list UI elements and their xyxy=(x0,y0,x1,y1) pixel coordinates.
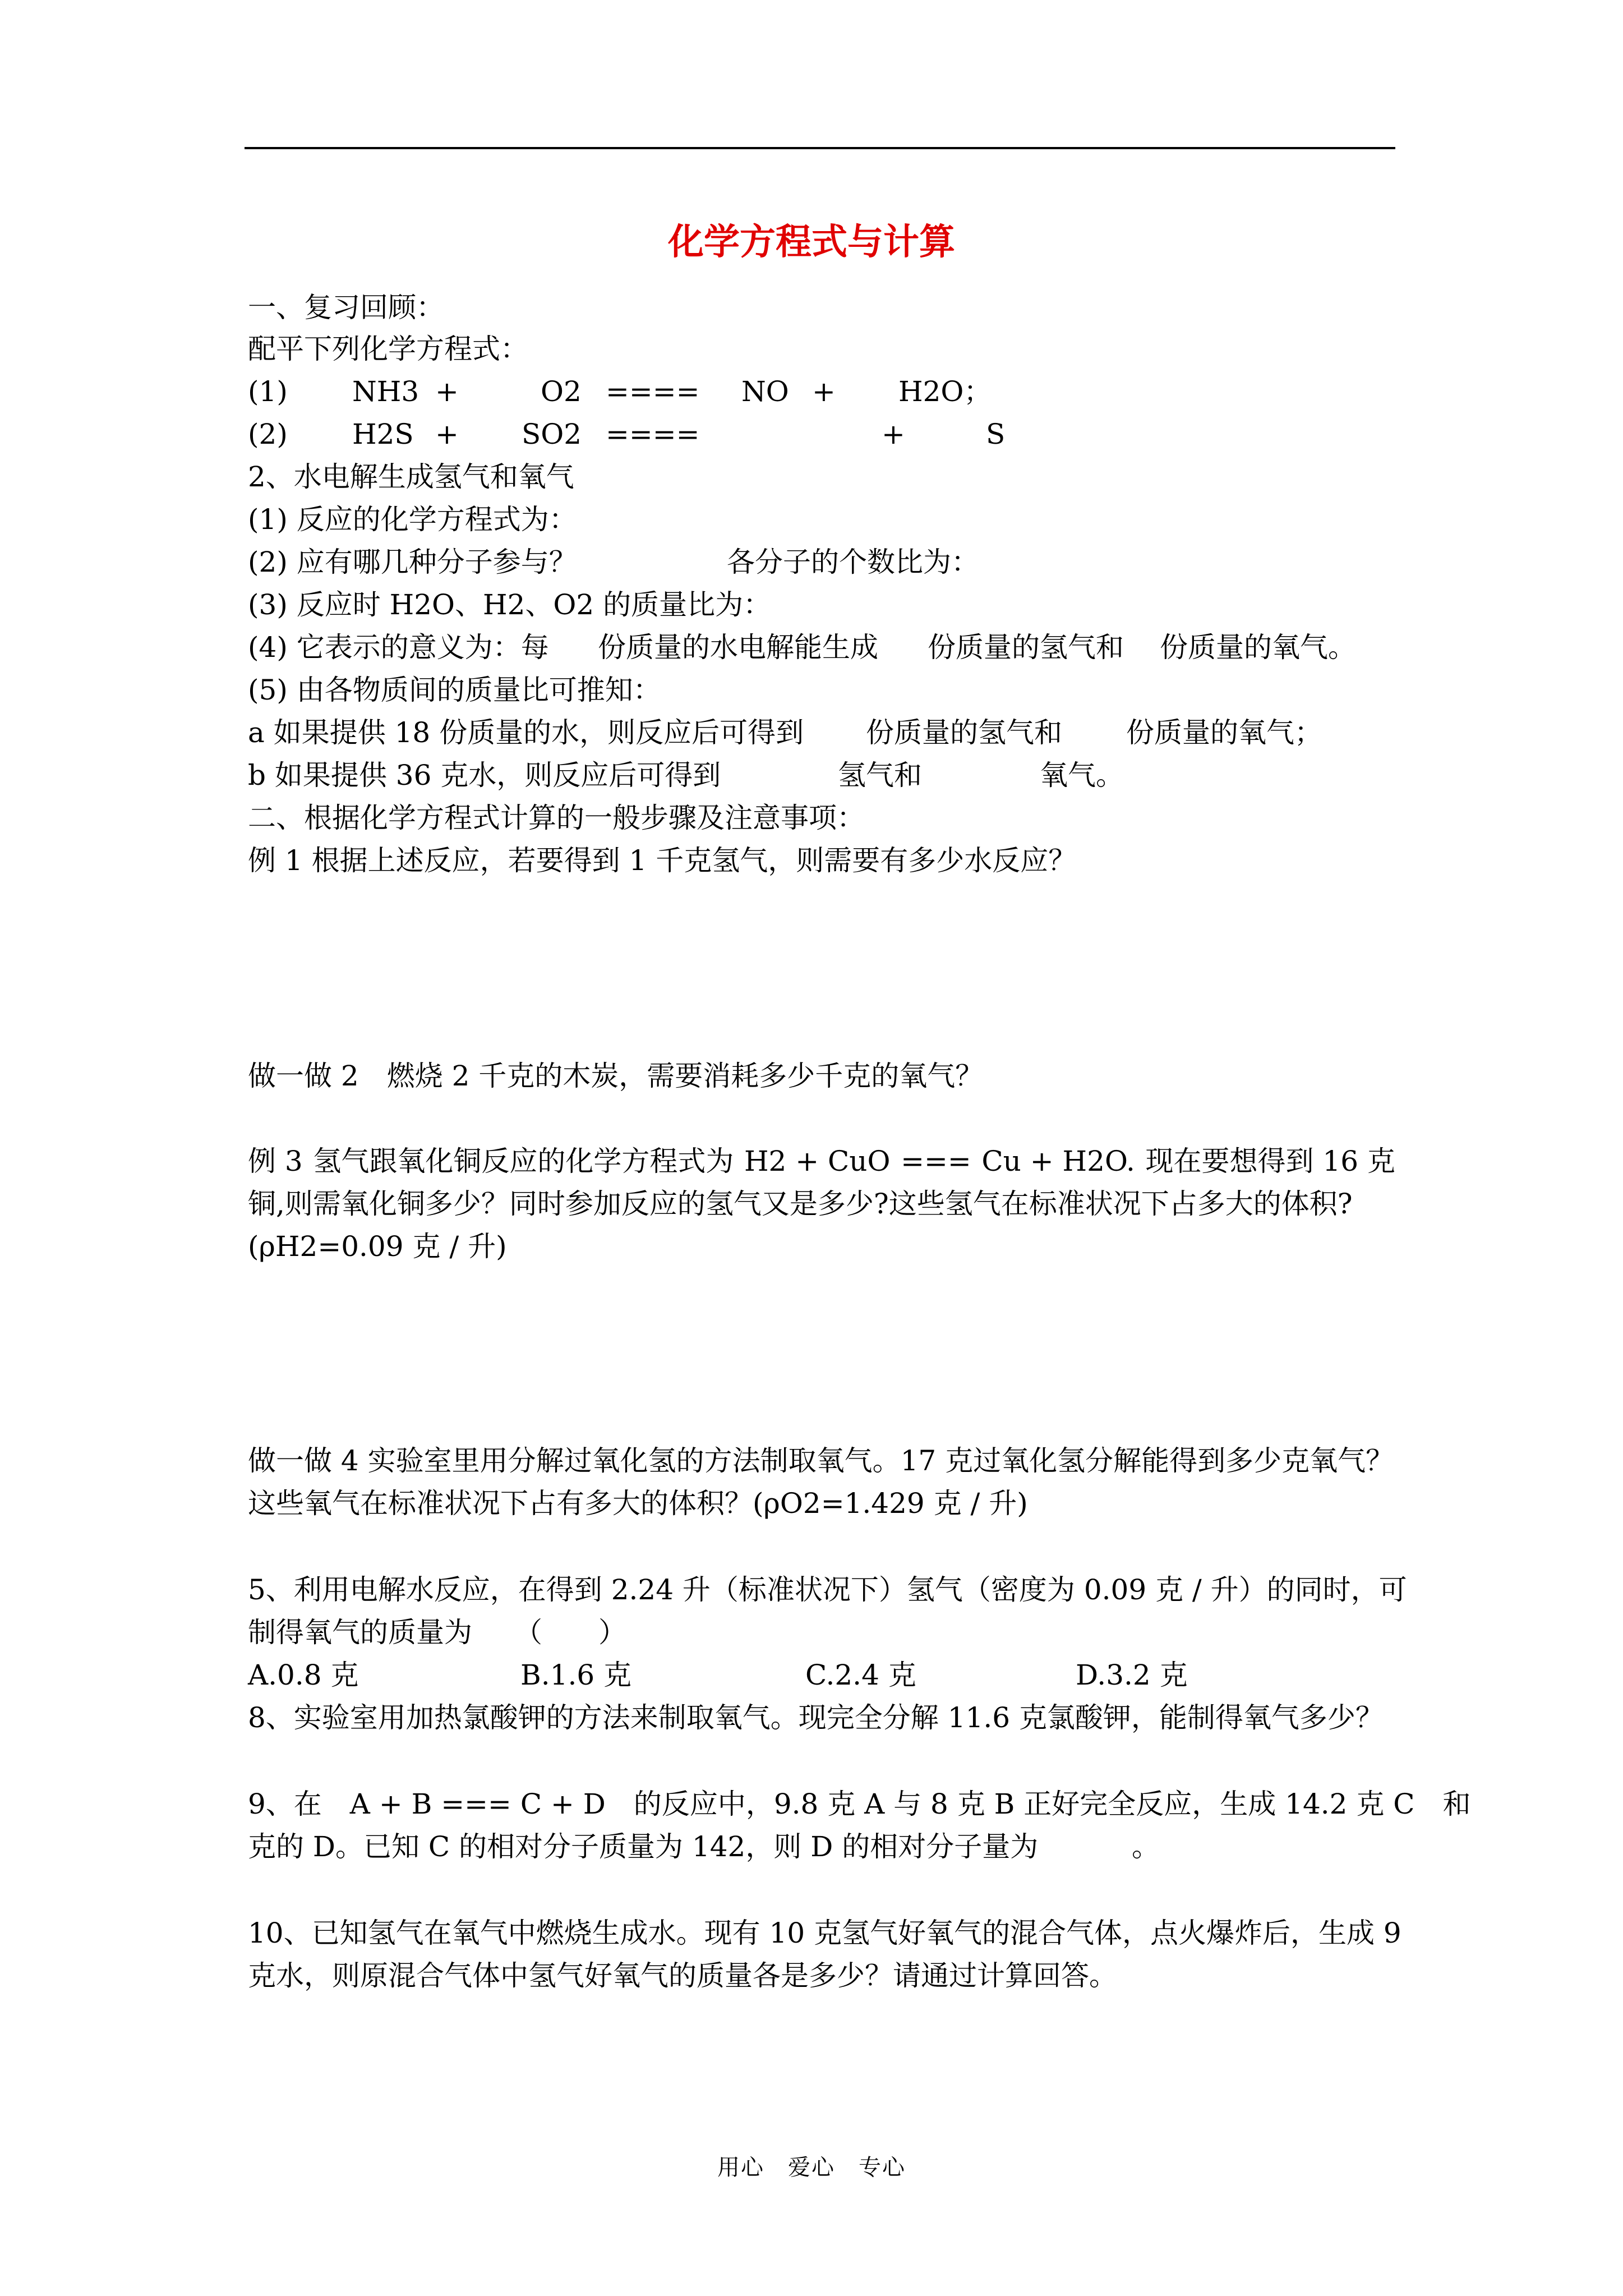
q2-a-part-a: a 如果提供 18 份质量的水，则反应后可得到 xyxy=(248,716,804,749)
q5-option-c: C.2.4 克 xyxy=(805,1659,916,1691)
q5-option-b: B.1.6 克 xyxy=(520,1659,632,1691)
ex3-tail: 现在要想得到 16 克 xyxy=(1145,1145,1395,1177)
eq1-product-d: H2O； xyxy=(898,375,992,408)
q2-2-part-a: (2) 应有哪几种分子参与？ xyxy=(248,546,577,578)
q2-b-part-b: 氢气和 xyxy=(838,759,922,792)
q8: 8、实验室用加热氯酸钾的方法来制取氧气。现完全分解 11.6 克氯酸钾，能制得氧气多少？ xyxy=(248,1701,1384,1734)
q9-line-1: 9、在 A + B === C + D 的反应中，9.8 克 A 与 8 克 B 正好完全反应，生成 14.2 克 C 和 xyxy=(248,1788,1471,1820)
eq1-plus-2: + xyxy=(812,375,836,408)
example-4-line-2: 这些氧气在标准状况下占有多大的体积？(ρO2=1.429 克 / 升) xyxy=(248,1487,1028,1520)
q2-b-part-a: b 如果提供 36 克水，则反应后可得到 xyxy=(248,759,721,792)
q5-option-d: D.3.2 克 xyxy=(1076,1659,1188,1691)
eq2-reactant-a: H2S xyxy=(352,418,414,450)
eq2-product-d: S xyxy=(986,418,1006,450)
example-3-line-2: 铜,则需氧化铜多少？同时参加反应的氢气又是多少?这些氢气在标准状况下占多大的体积? xyxy=(248,1188,1353,1220)
q5-line-2: 制得氧气的质量为 （ ） xyxy=(248,1616,626,1649)
q10-line-2: 克水，则原混合气体中氢气好氧气的质量各是多少？请通过计算回答。 xyxy=(248,1959,1117,1992)
q2-4-part-a: (4) 它表示的意义为：每 xyxy=(248,631,549,664)
eq1-reactant-b: O2 xyxy=(541,375,582,408)
q2-5: (5) 由各物质间的质量比可推知： xyxy=(248,674,661,706)
page-footer: 用心 爱心 专心 xyxy=(717,2155,906,2180)
eq1-plus-1: + xyxy=(435,375,459,408)
q2-2-part-b: 各分子的个数比为： xyxy=(727,546,979,578)
q2-4-part-d: 份质量的氧气。 xyxy=(1160,631,1356,664)
section-1-heading: 一、复习回顾： xyxy=(248,291,444,324)
example-3-line-1 xyxy=(248,1144,1395,1178)
q2-b-part-c: 氧气。 xyxy=(1040,759,1124,792)
ex3-label: 例 3 xyxy=(248,1145,303,1177)
example-4-line-1: 做一做 4 实验室里用分解过氧化氢的方法制取氧气。17 克过氧化氢分解能得到多少克氧气？ xyxy=(248,1444,1394,1477)
example-2: 做一做 2 燃烧 2 千克的木炭，需要消耗多少千克的氧气？ xyxy=(248,1060,984,1092)
ex3-reactants: H2 + CuO xyxy=(744,1145,891,1177)
eq2-arrow: ==== xyxy=(606,418,700,450)
section-2-heading: 二、根据化学方程式计算的一般步骤及注意事项： xyxy=(248,802,865,834)
q2-3: (3) 反应时 H2O、H2、O2 的质量比为： xyxy=(248,588,772,621)
example-1: 例 1 根据上述反应，若要得到 1 千克氢气，则需要有多少水反应？ xyxy=(248,844,1077,877)
q2-a-part-c: 份质量的氧气； xyxy=(1126,716,1322,749)
eq1-number: (1) xyxy=(248,375,288,408)
q5-option-a: A.0.8 克 xyxy=(248,1659,359,1691)
example-3-line-3: (ρH2=0.09 克 / 升) xyxy=(248,1230,507,1263)
q5-line-1: 5、利用电解水反应，在得到 2.24 升（标准状况下）氢气（密度为 0.09 克 / 升）的同时，可 xyxy=(248,1573,1407,1606)
q2-heading: 2、水电解生成氢气和氧气 xyxy=(248,461,574,493)
q2-a-part-b: 份质量的氢气和 xyxy=(866,716,1062,749)
q9-line-2-end: 。 xyxy=(1132,1830,1160,1863)
eq2-reactant-b: SO2 xyxy=(522,418,582,450)
ex3-text: 氢气跟氧化铜反应的化学方程式为 xyxy=(313,1145,734,1177)
q9-line-2-text: 克的 D。已知 C 的相对分子质量为 142，则 D 的相对分子量为 xyxy=(248,1830,1039,1863)
q10-line-1: 10、已知氢气在氧气中燃烧生成水。现有 10 克氢气好氧气的混合气体，点火爆炸后，生成 9 xyxy=(248,1917,1401,1949)
eq1-arrow: ==== xyxy=(606,375,700,408)
header-rule xyxy=(245,147,1395,149)
eq1-reactant-a: NH3 xyxy=(352,375,419,408)
balance-heading: 配平下列化学方程式： xyxy=(248,333,528,365)
eq2-number: (2) xyxy=(248,418,288,450)
eq2-plus-2: + xyxy=(882,418,905,450)
eq2-plus-1: + xyxy=(435,418,459,450)
q2-4-part-c: 份质量的氢气和 xyxy=(928,631,1124,664)
q2-4-part-b: 份质量的水电解能生成 xyxy=(598,631,878,664)
ex3-arrow: === xyxy=(901,1145,971,1177)
ex3-products: Cu + H2O. xyxy=(981,1145,1135,1177)
q2-1: (1) 反应的化学方程式为： xyxy=(248,503,577,536)
eq1-product-c: NO xyxy=(741,375,789,408)
page-title: 化学方程式与计算 xyxy=(668,222,955,263)
